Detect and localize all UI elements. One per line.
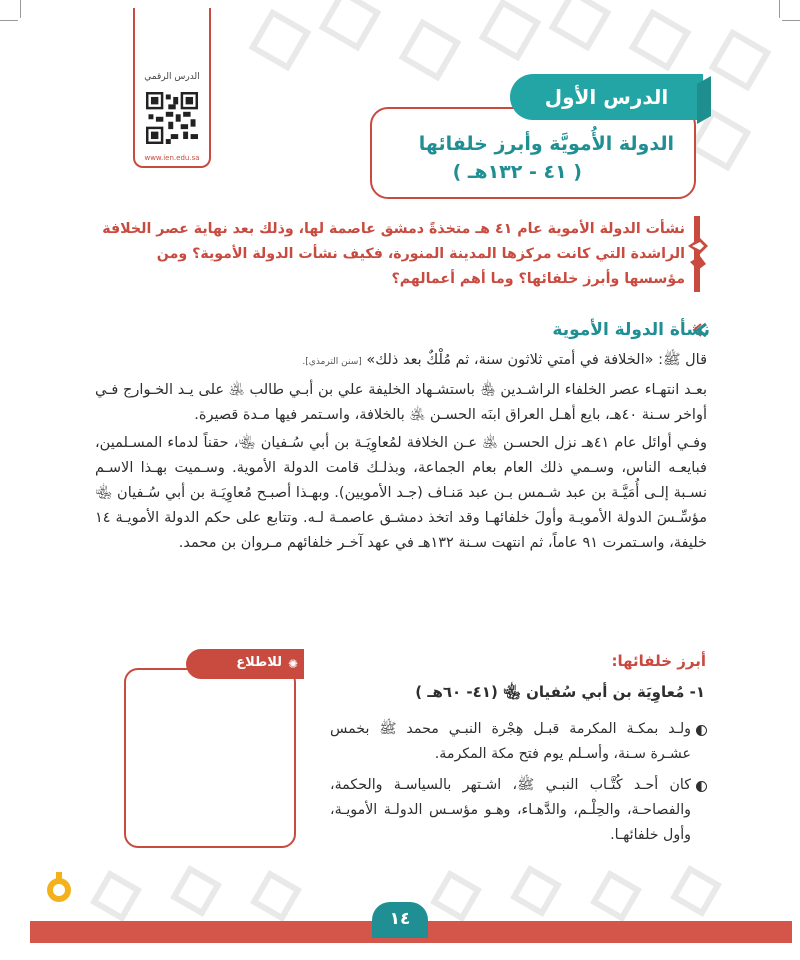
page-number: ١٤ (372, 902, 428, 938)
caliph-facts-list (330, 717, 707, 854)
paragraph: وفـي أوائل عام ٤١هـ نزل الحسـن ﵁ عـن الخلافة لمُعاوِيَـة بن أبي سُـفيان ﵄، حقناً لدماء المسـلمين، فبايعـه الناس، وسـمي ذلك العام بعام الجماعة، وبذلـك قامت الدولة الأموية. وسـميت بهـذا الاسـم نسـبة إلـى أُمَيَّـة بن عبد شـمس بـن عبد مَنـاف (جـد الأمويين). وبهـذا أصبـح مُعاوِيَـة بن أبي سُـفيان ﵄ مؤسِّـسَ الدولة الأمويـة وأولَ خلفائهـا وقد اتخذ دمشـق عاصمـة لـه. وتتابع على حكم الدولة الأمويـة ١٤ خليفة، واسـتمرت ٩١ عاماً، ثم انتهت سـنة ١٣٢هـ في عهد آخـر خلفائهم مـروان بن محمد. (95, 435, 708, 551)
lesson-title: الدولة الأُمويَّة وأبرز خلفائها (418, 133, 674, 155)
caliph-heading: ١- مُعاوِيَة بن أبي سُفيان ﵄ (٤١- ٦٠هـ ) (415, 683, 705, 701)
hadith-source: [سنن الترمذي]. (302, 357, 362, 367)
list-item (330, 717, 707, 767)
intro-ribbon-icon (686, 216, 710, 292)
info-tab-label: للاطلاع (236, 655, 282, 670)
hadith-text: قال ﷺ: «الخلافة في أمتي ثلاثون سنة، ثم مُلْكٌ بعد ذلك» (366, 352, 707, 368)
bullet-icon (696, 781, 707, 792)
paragraph: بعـد انتهـاء عصر الخلفاء الراشـدين ﵃ باستشـهاد الخليفة علي بن أبـي طالب ﵁ على يـد الخـوارج فـي أواخر سـنة ٤٠هـ، بايع أهـل العراق ابنَه الحسـن ﵁ بالخلافة، واسـتمر فيها مـدة قصيرة. (95, 382, 707, 423)
brand-logo-icon (44, 870, 74, 904)
list-item (330, 773, 707, 848)
crop-mark (20, 0, 21, 18)
notables-heading: أبرز خلفائها: (611, 652, 706, 670)
section-body (95, 348, 707, 559)
lesson-badge: الدرس الأول (510, 74, 703, 120)
section-title: نشأة الدولة الأموية (552, 320, 710, 340)
intro-paragraph: نشأت الدولة الأموية عام ٤١ هـ متخذةً دمشق عاصمة لها، وذلك بعد نهاية عصر الخلافة الراشدة التي كانت مركزها المدينة المنورة، فكيف نشأت الدولة الأموية؟ ومن مؤسسها وأبرز خلفائها؟ وما أهم أعمالهم؟ (102, 221, 685, 287)
bullet-icon (696, 725, 707, 736)
lesson-period: ( ٤١ - ١٣٢هـ ) (452, 161, 582, 183)
qr-code-icon[interactable] (146, 92, 198, 144)
digital-lesson-card[interactable] (133, 8, 211, 168)
info-box (124, 668, 296, 848)
lamp-icon: ✺ (287, 657, 298, 671)
hadith-quote (95, 348, 707, 375)
crop-mark (782, 20, 800, 21)
digital-lesson-label: الدرس الرقمي (144, 72, 200, 82)
crop-mark (779, 0, 780, 18)
lesson-title-box (370, 107, 696, 199)
crop-mark (0, 20, 18, 21)
list-item-text: ولـد بمكـة المكرمة قبـل هِجْرة النبـي محمد ﷺ بخمس عشـرة سـنة، وأسـلم يوم فتح مكة المكرمة. (330, 721, 691, 762)
digital-lesson-url[interactable]: www.ien.edu.sa (144, 154, 200, 162)
list-item-text: كان أحـد كُتَّـاب النبـي ﷺ، اشـتهر بالسياسـة والحكمة، والفصاحـة، والحِلْـم، والدَّهـاء، وهـو مؤسـس الدولـة الأمويـة، وأول خلفائهـا. (330, 777, 691, 843)
info-tab (186, 649, 304, 679)
